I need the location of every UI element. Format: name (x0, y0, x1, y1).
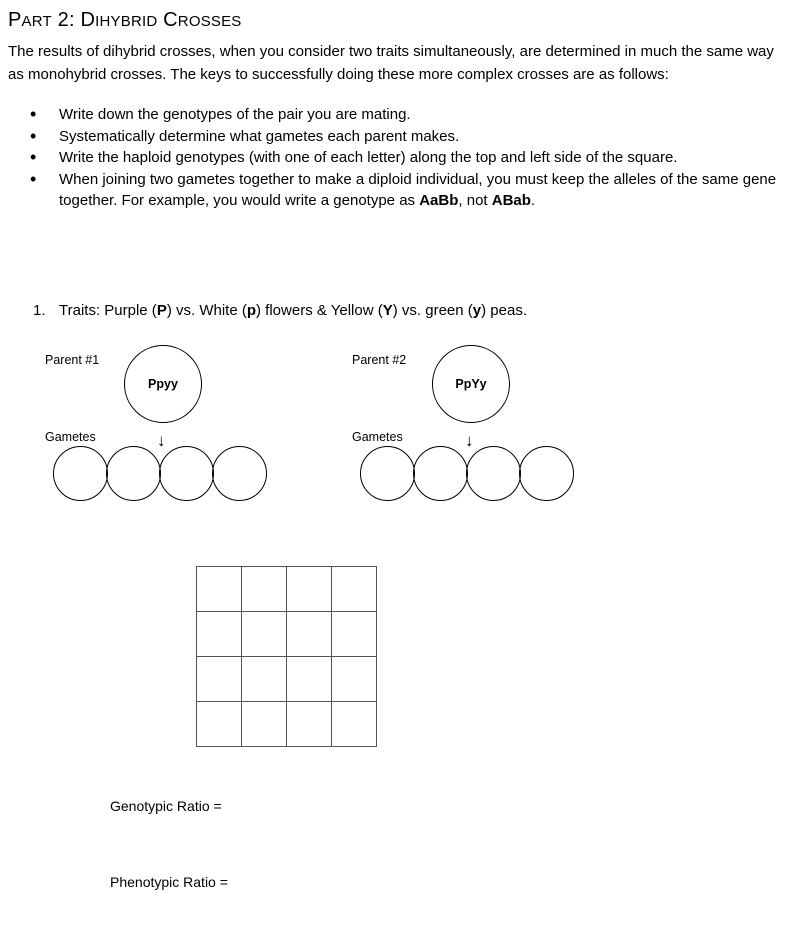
punnett-cell[interactable] (332, 567, 377, 612)
parent2-gamete-circle[interactable] (360, 446, 415, 501)
punnett-cell[interactable] (287, 702, 332, 747)
parent2-gamete-circle[interactable] (519, 446, 574, 501)
parent1-gamete-circle[interactable] (53, 446, 108, 501)
down-arrow-icon: ↓ (157, 431, 166, 450)
parent1-gamete-circle[interactable] (106, 446, 161, 501)
parent1-gametes-label: Gametes (45, 430, 96, 444)
punnett-cell[interactable] (242, 567, 287, 612)
punnett-cell[interactable] (197, 567, 242, 612)
parent2-genotype: PpYy (455, 377, 487, 391)
punnett-cell[interactable] (197, 612, 242, 657)
list-item: • Write the haploid genotypes (with one of each letter) along the top and left side of the square. (30, 147, 790, 169)
punnett-cell[interactable] (287, 567, 332, 612)
parent2-genotype-circle (432, 345, 510, 423)
punnett-cell[interactable] (287, 657, 332, 702)
parent1-label: Parent #1 (45, 353, 100, 367)
parent2-gamete-circle[interactable] (466, 446, 521, 501)
list-item: • When joining two gametes together to make a diploid individual, you must keep the alleles of the same gene together. For example, you would write a genotype as AaBb, not ABab. (30, 169, 790, 212)
down-arrow-icon: ↓ (465, 431, 474, 450)
punnett-square (196, 566, 377, 747)
parent2-gamete-circle[interactable] (413, 446, 468, 501)
punnett-cell[interactable] (242, 702, 287, 747)
punnett-cell[interactable] (332, 702, 377, 747)
list-item: • Write down the genotypes of the pair you are mating. (30, 104, 790, 126)
punnett-cell[interactable] (197, 657, 242, 702)
parent1-genotype-circle (124, 345, 202, 423)
punnett-cell[interactable] (242, 612, 287, 657)
phenotypic-ratio-label: Phenotypic Ratio = (110, 874, 228, 890)
punnett-cell[interactable] (197, 702, 242, 747)
punnett-cell[interactable] (332, 612, 377, 657)
punnett-cell[interactable] (332, 657, 377, 702)
parent1-gamete-circle[interactable] (159, 446, 214, 501)
instruction-list (30, 104, 790, 212)
punnett-cell[interactable] (242, 657, 287, 702)
punnett-cell[interactable] (287, 612, 332, 657)
genotypic-ratio-label: Genotypic Ratio = (110, 798, 222, 814)
intro-paragraph: The results of dihybrid crosses, when you consider two traits simultaneously, are determined in much the same way as monohybrid crosses. The keys to successfully doing these more complex crosses are as follows: (8, 43, 774, 83)
parent1-gamete-circle[interactable] (212, 446, 267, 501)
list-item: • Systematically determine what gametes each parent makes. (30, 126, 790, 148)
page-title: PART 2: DIHYBRID CROSSES (8, 9, 242, 31)
parent1-genotype: Ppyy (148, 377, 178, 391)
parent2-gametes-label: Gametes (352, 430, 403, 444)
question-1: 1. Traits: Purple (P) vs. White (p) flowers & Yellow (Y) vs. green (y) peas. (33, 302, 527, 319)
parent2-label: Parent #2 (352, 353, 407, 367)
